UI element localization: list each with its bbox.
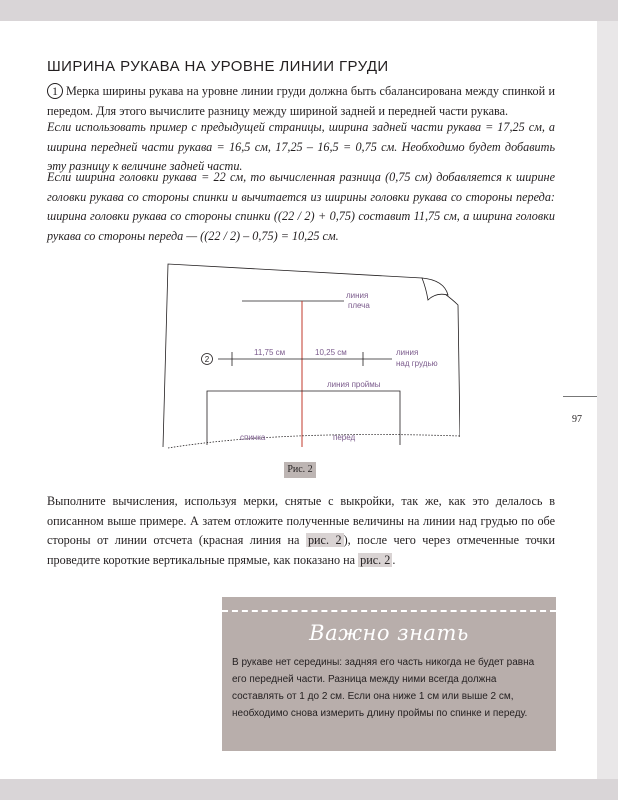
step-number-badge: 1 bbox=[47, 83, 63, 99]
label-chest-line-1: линия bbox=[396, 348, 419, 357]
label-width-back: 11,75 см bbox=[254, 348, 286, 357]
dashed-divider bbox=[222, 610, 556, 612]
bottom-bar bbox=[0, 779, 618, 800]
page-curl bbox=[422, 278, 448, 300]
paragraph-1-text: Мерка ширины рукава на уровне линии груди должна быть сбалансирована между спинкой и передом. Для этого вычислите разницу между шириной задней и передней части рукава. bbox=[47, 84, 555, 118]
info-box-title: Важно знать bbox=[309, 621, 469, 645]
top-bar bbox=[0, 0, 618, 21]
figure-caption: Рис. 2 bbox=[284, 462, 316, 478]
important-info-box bbox=[222, 597, 556, 751]
label-armhole-line: линия проймы bbox=[327, 380, 381, 389]
paragraph-3: Если ширина головки рукава = 22 см, то вычисленная разница (0,75 см) добавляется к ширине головки рукава со стороны спинки и вычитается из ширины головки рукава со стороны переда: ширина головки рукава со стороны спинки ((22 / 2) + 0,75) составит 11,75 см, а ширина головки рукава со стороны переда — ((22 / 2) – 0,75) = 10,25 см. bbox=[47, 170, 555, 243]
paragraph-4 bbox=[47, 492, 555, 570]
section-heading: ШИРИНА РУКАВА НА УРОВНЕ ЛИНИИ ГРУДИ bbox=[47, 58, 389, 75]
side-bar bbox=[597, 21, 618, 779]
paragraph-4-part-3: . bbox=[392, 552, 396, 567]
bottom-edge bbox=[168, 435, 460, 449]
marker-number: 2 bbox=[204, 355, 210, 364]
armhole-line bbox=[207, 391, 400, 445]
label-width-front: 10,25 см bbox=[315, 348, 347, 357]
label-back: спинка bbox=[240, 433, 266, 442]
figure-reference-1[interactable]: рис. 2 bbox=[307, 533, 342, 547]
label-shoulder-line-1: линия bbox=[346, 291, 369, 300]
page-number-rule bbox=[563, 396, 597, 397]
paragraph-4-part-1: Выполните вычисления, используя мерки, снятые с выкройки, так же, как это делалось в описанном выше примере. А затем отложите полученные величины на линии над грудью по обе стороны от линии отсчета (красная линия на bbox=[47, 494, 555, 547]
label-front: перед bbox=[333, 433, 356, 442]
sleeve-diagram bbox=[160, 262, 460, 462]
figure-reference-2[interactable]: рис. 2 bbox=[360, 552, 391, 567]
paragraph-1 bbox=[47, 82, 555, 121]
label-shoulder-line-2: плеча bbox=[348, 301, 370, 310]
page-number: 97 bbox=[572, 414, 582, 425]
paragraph-4-part-2: ), после чего через отмеченные точки проведите короткие вертикальные прямые, как показано на bbox=[47, 533, 556, 567]
info-box-text: В рукаве нет середины: задняя его часть никогда не будет равна его передней части. Разница между ними всегда должна составлять от 1 до 2 см. Если она ниже 1 см или выше 2 см, необходимо снова измерить длину проймы по спинке и переду. bbox=[232, 657, 535, 719]
paragraph-2: Если использовать пример с предыдущей страницы, ширина задней части рукава = 17,25 см, а ширина передней части рукава = 16,5 см, 17,25 – 16,5 = 0,75 см. Необходимо будет добавить эту разницу к величине задней части. bbox=[47, 120, 555, 173]
label-chest-line-2: над грудью bbox=[396, 359, 438, 368]
